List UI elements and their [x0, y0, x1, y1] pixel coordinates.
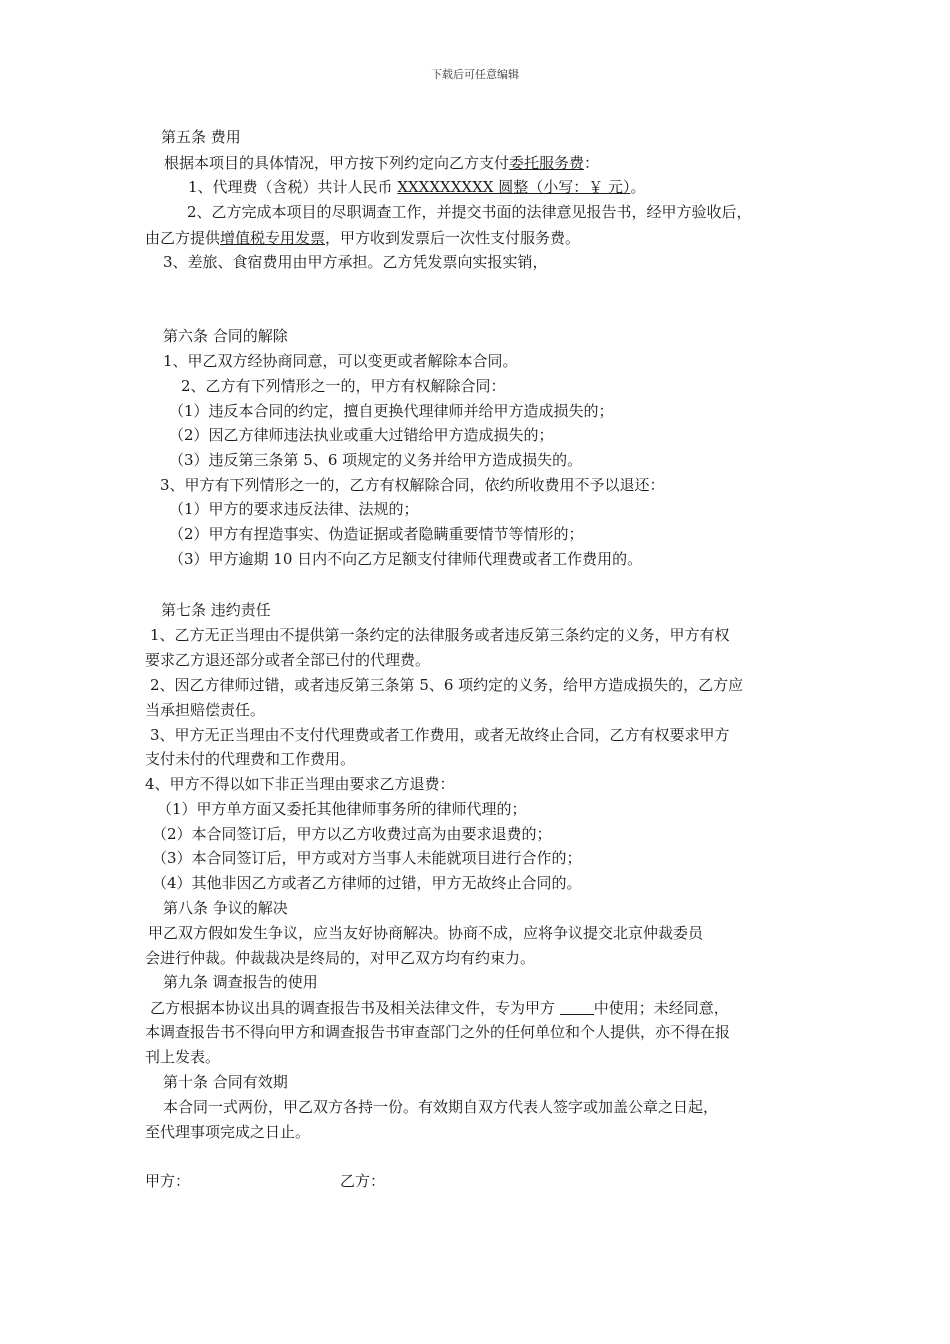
- article-7-item-4-2: （2）本合同签订后，甲方以乙方收费过高为由要求退费的；: [152, 825, 552, 843]
- article-6-item-3-3: （3）甲方逾期 10 日内不向乙方足额支付律师代理费或者工作费用的。: [169, 550, 643, 568]
- article-8-line-2: 会进行仲裁。仲裁裁决是终局的，对甲乙双方均有约束力。: [145, 949, 536, 967]
- article-7-title: 第七条 违约责任: [161, 601, 271, 619]
- article-5-item-2-line-2: 由乙方提供增值税专用发票，甲方收到发票后一次性支付服务费。: [145, 229, 581, 247]
- article-8-line-1: 甲乙双方假如发生争议，应当友好协商解决。协商不成，应将争议提交北京仲裁委员: [148, 924, 704, 942]
- party-b-signature-label: 乙方：: [340, 1172, 386, 1190]
- article-6-title: 第六条 合同的解除: [163, 327, 288, 345]
- article-9-line-1: 乙方根据本协议出具的调查报告书及相关法律文件，专为甲方 中使用；未经同意，: [150, 999, 729, 1017]
- article-6-item-2-3: （3）违反第三条第 5、6 项规定的义务并给甲方造成损失的。: [169, 451, 583, 469]
- article-7-item-4-4: （4）其他非因乙方或者乙方律师的过错，甲方无故终止合同的。: [152, 874, 582, 892]
- article-5-item-3: 3、差旅、食宿费用由甲方承担。乙方凭发票向实报实销，: [163, 253, 548, 271]
- article-8-title: 第八条 争议的解决: [163, 899, 288, 917]
- party-a-signature-label: 甲方：: [145, 1172, 191, 1190]
- article-5-title: 第五条 费用: [161, 128, 241, 146]
- vat-invoice-term: 增值税专用发票: [220, 229, 326, 247]
- article-9-title: 第九条 调查报告的使用: [163, 973, 318, 991]
- article-6-item-3-1: （1）甲方的要求违反法律、法规的；: [169, 500, 419, 518]
- article-7-item-3-line-2: 支付未付的代理费和工作费用。: [145, 750, 356, 768]
- article-7-item-1-line-2: 要求乙方退还部分或者全部已付的代理费。: [145, 651, 431, 669]
- article-7-item-2-line-2: 当承担赔偿责任。: [145, 701, 266, 719]
- article-10-line-2: 至代理事项完成之日止。: [145, 1123, 311, 1141]
- article-5-item-1: 1、代理费（含税）共计人民币 XXXXXXXXX 圆整（小写：￥ 元）。: [188, 178, 646, 196]
- article-5-item-2-line-1: 2、乙方完成本项目的尽职调查工作，并提交书面的法律意见报告书，经甲方验收后，: [187, 203, 752, 221]
- party-a-blank: [560, 1000, 594, 1015]
- article-6-item-2-1: （1）违反本合同的约定，擅自更换代理律师并给甲方造成损失的；: [169, 402, 614, 420]
- article-7-item-4: 4、甲方不得以如下非正当理由要求乙方退费：: [145, 775, 455, 793]
- article-10-title: 第十条 合同有效期: [163, 1073, 288, 1091]
- article-6-item-2: 2、乙方有下列情形之一的，甲方有权解除合同：: [181, 377, 506, 395]
- article-7-item-3-line-1: 3、甲方无正当理由不支付代理费或者工作费用，或者无故终止合同，乙方有权要求甲方: [150, 726, 730, 744]
- article-6-item-2-2: （2）因乙方律师违法执业或重大过错给甲方造成损失的；: [169, 426, 554, 444]
- article-6-item-3-2: （2）甲方有捏造事实、伪造证据或者隐瞒重要情节等情形的；: [169, 525, 584, 543]
- article-9-line-3: 刊上发表。: [145, 1048, 221, 1066]
- article-5-intro: 根据本项目的具体情况，甲方按下列约定向乙方支付委托服务费：: [164, 154, 600, 172]
- article-7-item-4-3: （3）本合同签订后，甲方或对方当事人未能就项目进行合作的；: [152, 849, 582, 867]
- article-7-item-2-line-1: 2、因乙方律师过错，或者违反第三条第 5、6 项约定的义务，给甲方造成损失的，乙方应: [150, 676, 744, 694]
- fee-amount: XXXXXXXXX 圆整（小写：￥ 元）: [397, 178, 631, 196]
- article-9-line-2: 本调查报告书不得向甲方和调查报告书审查部门之外的任何单位和个人提供，亦不得在报: [145, 1023, 731, 1041]
- commission-fee-term: 委托服务费: [509, 154, 585, 172]
- article-7-item-4-1: （1）甲方单方面又委托其他律师事务所的律师代理的；: [157, 800, 527, 818]
- article-6-item-1: 1、甲乙双方经协商同意，可以变更或者解除本合同。: [163, 352, 518, 370]
- page-header-note: 下载后可任意编辑: [431, 68, 519, 81]
- article-6-item-3: 3、甲方有下列情形之一的，乙方有权解除合同，依约所收费用不予以退还：: [160, 476, 665, 494]
- article-10-line-1: 本合同一式两份，甲乙双方各持一份。有效期自双方代表人签字或加盖公章之日起，: [163, 1098, 719, 1116]
- article-7-item-1-line-1: 1、乙方无正当理由不提供第一条约定的法律服务或者违反第三条约定的义务，甲方有权: [150, 626, 730, 644]
